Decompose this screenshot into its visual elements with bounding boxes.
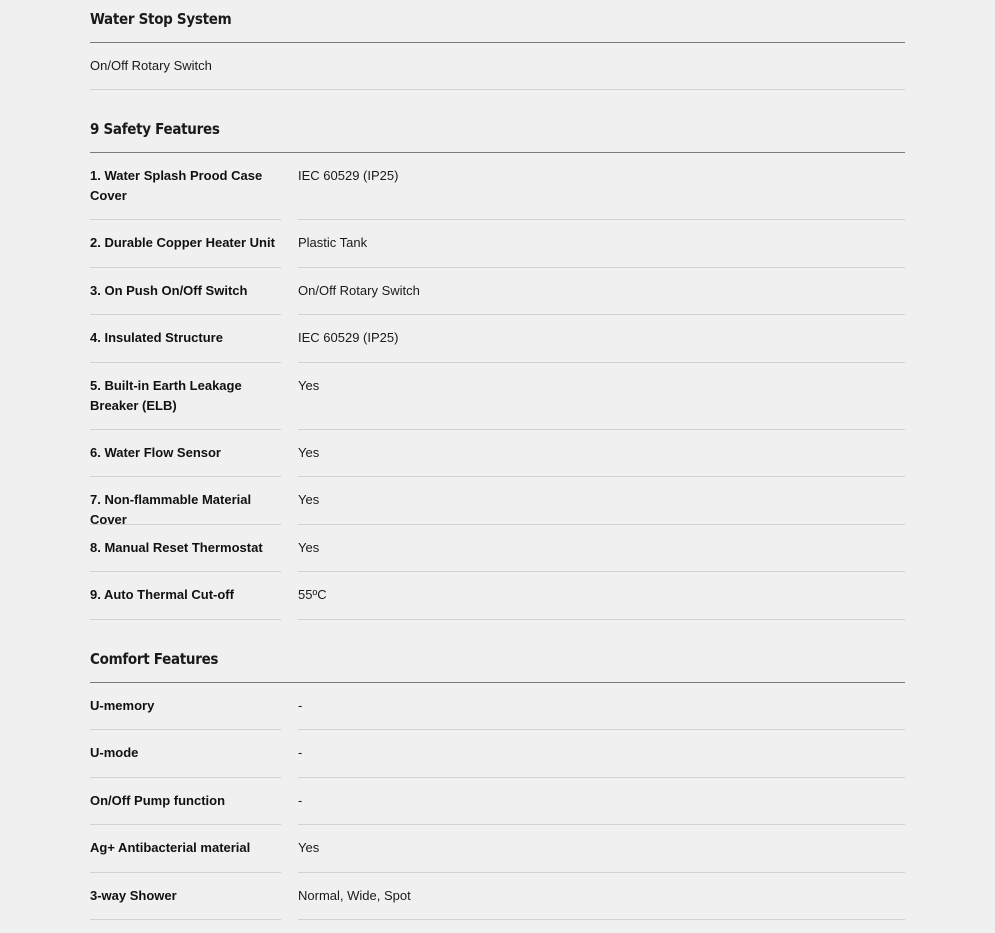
table-row	[90, 477, 905, 525]
spec-label: 5. Built-in Earth Leakage Breaker (ELB)	[90, 363, 281, 430]
spec-value: Plastic Tank	[298, 220, 905, 268]
section-title-comfort: Comfort Features	[90, 640, 905, 683]
table-row	[90, 730, 905, 778]
spec-label: U-mode	[90, 730, 281, 778]
spec-label: 4. Insulated Structure	[90, 315, 281, 363]
section-title-safety: 9 Safety Features	[90, 110, 905, 153]
spec-value: Yes	[298, 363, 905, 430]
table-row	[90, 683, 905, 731]
spec-label: U-memory	[90, 683, 281, 731]
spec-label: 1. Water Splash Prood Case Cover	[90, 153, 281, 220]
table-row	[90, 778, 905, 826]
spec-value: Yes	[298, 825, 905, 873]
spec-label: 3-way Shower	[90, 873, 281, 921]
table-row	[90, 525, 905, 573]
spec-value: 55ºC	[298, 572, 905, 620]
spec-label: 9. Auto Thermal Cut-off	[90, 572, 281, 620]
spec-value: Yes	[298, 430, 905, 478]
water-stop-value: On/Off Rotary Switch	[90, 43, 905, 90]
spec-value: Yes	[298, 525, 905, 573]
spec-label: 2. Durable Copper Heater Unit	[90, 220, 281, 268]
table-row	[90, 315, 905, 363]
spec-value: IEC 60529 (IP25)	[298, 315, 905, 363]
spec-value: -	[298, 683, 905, 731]
table-row	[90, 268, 905, 316]
spec-label: 7. Non-flammable Material Cover	[90, 477, 281, 525]
spec-label: 8. Manual Reset Thermostat	[90, 525, 281, 573]
spec-label: 3. On Push On/Off Switch	[90, 268, 281, 316]
section-title-water-stop: Water Stop System	[90, 0, 905, 43]
spec-label: On/Off Pump function	[90, 778, 281, 826]
spec-value: Yes	[298, 477, 905, 525]
table-row	[90, 825, 905, 873]
table-row	[90, 363, 905, 430]
table-row	[90, 572, 905, 620]
table-row	[90, 220, 905, 268]
spec-container	[90, 0, 905, 920]
table-row	[90, 873, 905, 921]
spec-label: Ag+ Antibacterial material	[90, 825, 281, 873]
spec-value: IEC 60529 (IP25)	[298, 153, 905, 220]
table-row	[90, 153, 905, 220]
spec-label: 6. Water Flow Sensor	[90, 430, 281, 478]
spec-value: On/Off Rotary Switch	[298, 268, 905, 316]
spec-value: Normal, Wide, Spot	[298, 873, 905, 921]
table-row	[90, 430, 905, 478]
spec-value: -	[298, 730, 905, 778]
spec-value: -	[298, 778, 905, 826]
